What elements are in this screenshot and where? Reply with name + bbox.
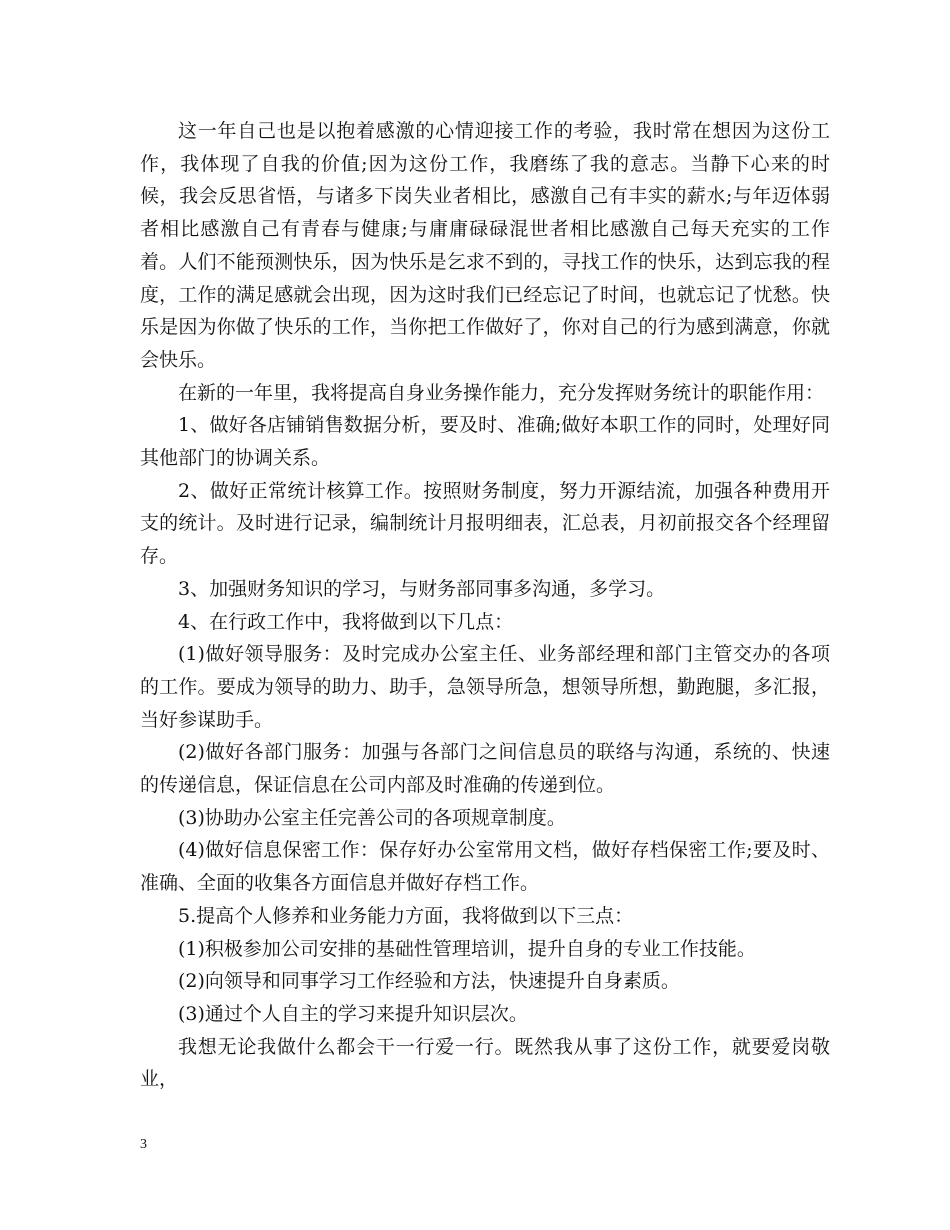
sub-list-item: (3)协助办公室主任完善公司的各项规章制度。 xyxy=(178,806,566,829)
paragraph: 我想无论我做什么都会干一行爱一行。既然我从事了这份工作，就要爱岗敬业， xyxy=(140,1035,830,1091)
list-item: 2、做好正常统计核算工作。按照财务制度，努力开源结流，加强各种费用开支的统计。及时进行记录，编制统计月报明细表，汇总表，月初前报交各个经理留存。 xyxy=(140,479,830,568)
paragraph: 这一年自己也是以抱着感激的心情迎接工作的考验，我时常在想因为这份工作，我体现了自我的价值;因为这份工作，我磨练了我的意志。当静下心来的时候，我会反思省悟，与诸多下岗失业者相比，感激自己有丰实的薪水;与年迈体弱者相比感激自己有青春与健康;与庸庸碌碌混世者相比感激自己每天充实的工作着。人们不能预测快乐，因为快乐是乞求不到的，寻找工作的快乐，达到忘我的程度，工作的满足感就会出现，因为这时我们已经忘记了时间，也就忘记了忧愁。快乐是因为你做了快乐的工作，当你把工作做好了，你对自己的行为感到满意，你就会快乐。 xyxy=(140,120,830,371)
sub-list-item: (4)做好信息保密工作：保存好办公室常用文档，做好存档保密工作;要及时、准确、全面的收集各方面信息并做好存档工作。 xyxy=(140,839,830,895)
page-number: 3 xyxy=(140,1137,147,1152)
document-body xyxy=(140,115,830,1096)
paragraph: 在新的一年里，我将提高自身业务操作能力，充分发挥财务统计的职能作用： xyxy=(178,381,825,404)
list-item: 1、做好各店铺销售数据分析，要及时、准确;做好本职工作的同时，处理好同其他部门的协调关系。 xyxy=(140,414,830,470)
sub-list-item: (2)做好各部门服务：加强与各部门之间信息员的联络与沟通，系统的、快速的传递信息，保证信息在公司内部及时准确的传递到位。 xyxy=(140,741,830,797)
list-item: 3、加强财务知识的学习，与财务部同事多沟通，多学习。 xyxy=(178,577,666,600)
sub-list-item: (1)积极参加公司安排的基础性管理培训，提升自身的专业工作技能。 xyxy=(178,937,756,960)
list-item: 5.提高个人修养和业务能力方面，我将做到以下三点： xyxy=(178,904,634,927)
sub-list-item: (1)做好领导服务：及时完成办公室主任、业务部经理和部门主管交办的各项的工作。要成为领导的助力、助手，急领导所急，想领导所想，勤跑腿，多汇报，当好参谋助手。 xyxy=(140,643,830,731)
list-item: 4、在行政工作中，我将做到以下几点： xyxy=(178,610,514,633)
sub-list-item: (2)向领导和同事学习工作经验和方法，快速提升自身素质。 xyxy=(178,970,680,993)
sub-list-item: (3)通过个人自主的学习来提升知识层次。 xyxy=(178,1002,528,1025)
